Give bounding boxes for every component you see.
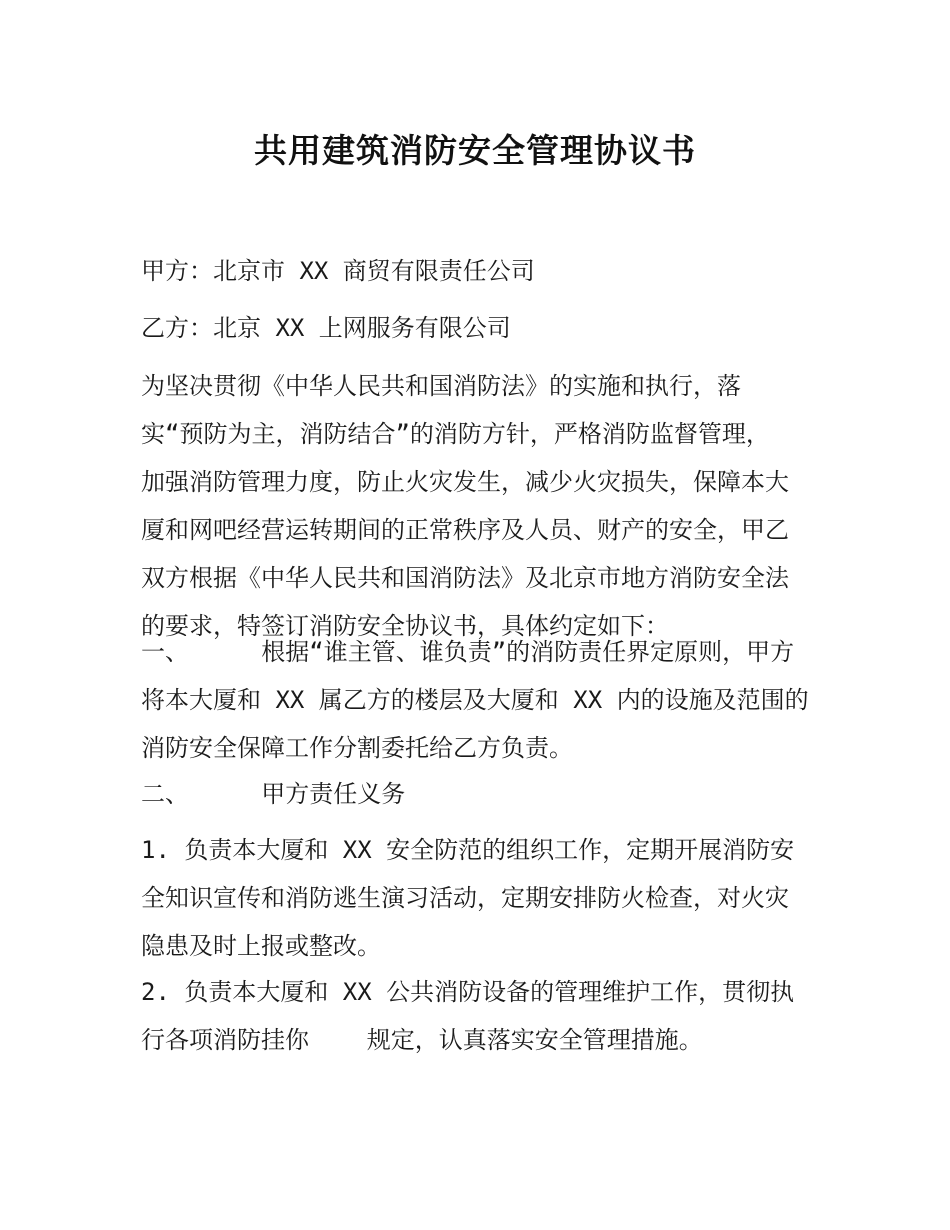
paragraph-line: 实“预防为主，消防结合”的消防方针，严格消防监督管理， — [141, 420, 770, 448]
intro-paragraph — [141, 362, 816, 650]
party-b-line — [141, 304, 816, 352]
paragraph-line: 一、 根据“谁主管、谁负责”的消防责任界定原则，甲方 — [141, 638, 795, 666]
paragraph-line: 消防安全保障工作分割委托给乙方负责。 — [141, 734, 573, 762]
party-a-line — [141, 247, 816, 295]
paragraph-line: 全知识宣传和消防逃生演习活动，定期安排防火检查，对火灾 — [141, 884, 789, 912]
paragraph-line: 为坚决贯彻《中华人民共和国消防法》的实施和执行，落 — [141, 372, 741, 400]
sub-clause-one — [141, 826, 816, 970]
paragraph-line: 双方根据《中华人民共和国消防法》及北京市地方消防安全法 — [141, 564, 789, 592]
section-heading: 二、 甲方责任义务 — [141, 780, 406, 808]
paragraph-line: 加强消防管理力度，防止火灾发生，减少火灾损失，保障本大 — [141, 468, 789, 496]
party-b-text: 乙方：北京 XX 上网服务有限公司 — [141, 314, 511, 342]
paragraph-line: 将本大厦和 XX 属乙方的楼层及大厦和 XX 内的设施及范围的 — [141, 686, 809, 714]
paragraph-line: 隐患及时上报或整改。 — [141, 932, 381, 960]
sub-clause-two — [141, 968, 816, 1064]
paragraph-line: 1. 负责本大厦和 XX 安全防范的组织工作，定期开展消防安 — [141, 836, 795, 864]
party-a-text: 甲方：北京市 XX 商贸有限责任公司 — [141, 257, 535, 285]
paragraph-line: 厦和网吧经营运转期间的正常秩序及人员、财产的安全，甲乙 — [141, 516, 789, 544]
paragraph-line: 2. 负责本大厦和 XX 公共消防设备的管理维护工作，贯彻执 — [141, 978, 795, 1006]
clause-two-heading — [141, 770, 816, 818]
paragraph-line: 的要求，特签订消防安全协议书，具体约定如下： — [141, 612, 669, 640]
paragraph-line: 行各项消防挂你 规定，认真落实安全管理措施。 — [141, 1026, 703, 1054]
clause-one — [141, 628, 816, 772]
document-title: 共用建筑消防安全管理协议书 — [254, 131, 696, 170]
